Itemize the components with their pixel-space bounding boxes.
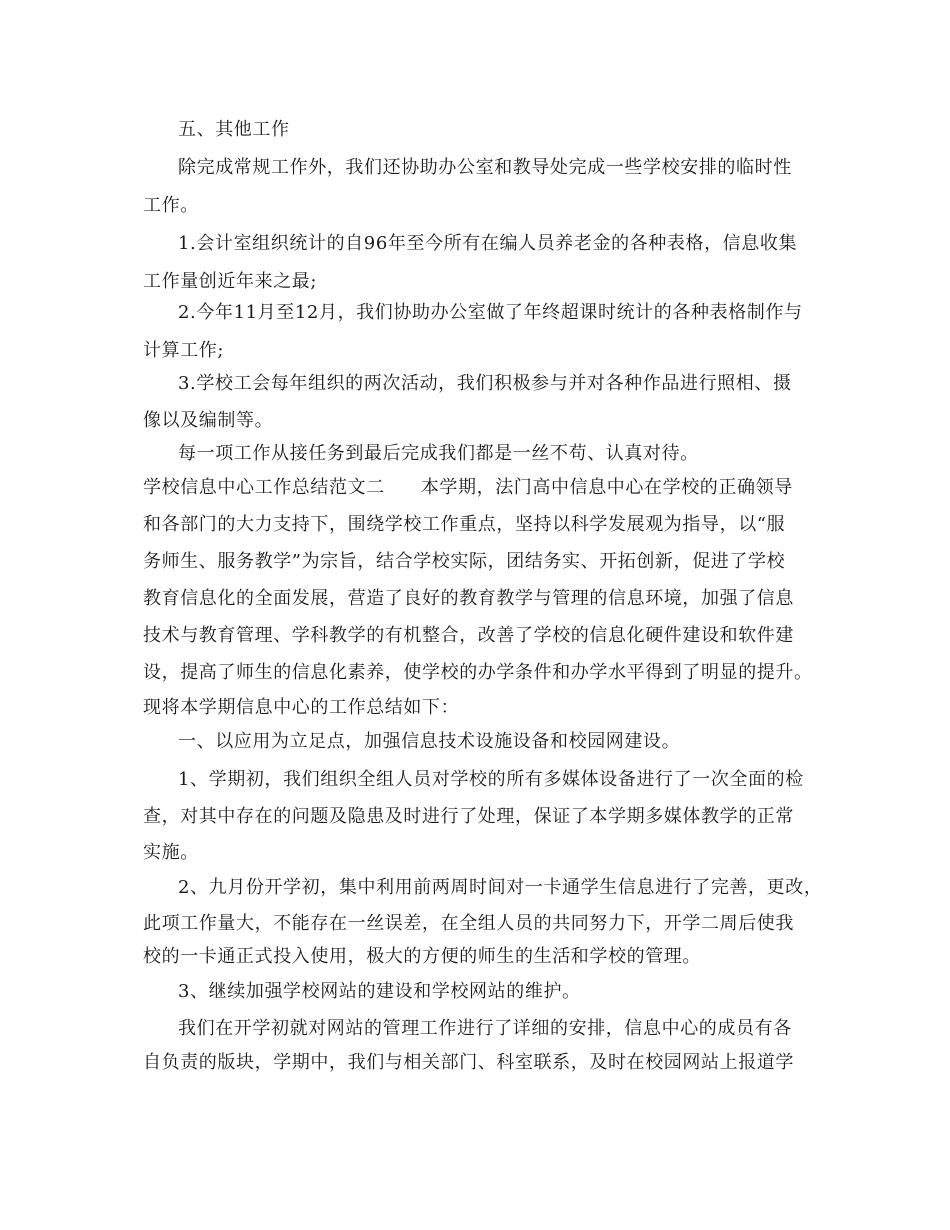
paragraph-line: 每一项工作从接任务到最后完成我们都是一丝不苟、认真对待。: [178, 443, 699, 464]
article-title: 学校信息中心工作总结范文二: [143, 477, 385, 498]
paragraph-line: 务师生、服务教学”为宗旨，结合学校实际，团结务实、开拓创新，促进了学校: [143, 551, 786, 572]
paragraph-line: 教育信息化的全面发展，营造了良好的教育教学与管理的信息环境，加强了信息: [143, 588, 794, 609]
section-heading: 五、其他工作: [178, 119, 290, 140]
paragraph-line: 工作。: [143, 195, 199, 216]
paragraph-line: 自负责的版块，学期中，我们与相关部门、科室联系，及时在校园网站上报道学: [143, 1052, 794, 1073]
paragraph-line: 查，对其中存在的问题及隐患及时进行了处理，保证了本学期多媒体教学的正常: [143, 806, 794, 827]
list-item-line: 1.会计室组织统计的自96年至今所有在编人员养老金的各种表格，信息收集: [178, 233, 798, 254]
paragraph-line: 现将本学期信息中心的工作总结如下：: [143, 697, 460, 718]
paragraph-line: 设，提高了师生的信息化素养，使学校的办学条件和办学水平得到了明显的提升。: [143, 662, 813, 683]
list-item-line: 工作量创近年来之最;: [143, 271, 318, 292]
list-item-line: 像以及编制等。: [143, 410, 274, 431]
paragraph-line: 实施。: [143, 842, 199, 863]
paragraph-line: 我们在开学初就对网站的管理工作进行了详细的安排，信息中心的成员有各: [178, 1018, 792, 1039]
list-item-line: 2.今年11月至12月，我们协助办公室做了年终超课时统计的各种表格制作与: [178, 302, 803, 323]
list-item-line: 3.学校工会每年组织的两次活动，我们积极参与并对各种作品进行照相、摄: [178, 373, 792, 394]
paragraph-line: 此项工作量大，不能存在一丝误差，在全组人员的共同努力下，开学二周后使我: [143, 913, 794, 934]
paragraph-line: 校的一卡通正式投入使用，极大的方便的师生的生活和学校的管理。: [143, 946, 701, 967]
paragraph-line: 1、学期初，我们组织全组人员对学校的所有多媒体设备进行了一次全面的检: [178, 769, 804, 790]
paragraph-line: 除完成常规工作外，我们还协助办公室和教导处完成一些学校安排的临时性: [178, 157, 792, 178]
paragraph-line: 和各部门的大力支持下，围绕学校工作重点，坚持以科学发展观为指导，以“服: [143, 514, 786, 535]
paragraph-line: 3、继续加强学校网站的建设和学校网站的维护。: [178, 981, 581, 1002]
paragraph-line: 2、九月份开学初，集中利用前两周时间对一卡通学生信息进行了完善，更改，: [178, 877, 823, 898]
paragraph-line: 技术与教育管理、学科教学的有机整合，改善了学校的信息化硬件建设和软件建: [143, 625, 794, 646]
list-item-line: 计算工作;: [143, 340, 225, 361]
paragraph-text: 本学期，法门高中信息中心在学校的正确领导: [420, 477, 793, 498]
paragraph-line: [143, 476, 833, 500]
section-heading: 一、以应用为立足点，加强信息技术设施设备和校园网建设。: [178, 731, 681, 752]
